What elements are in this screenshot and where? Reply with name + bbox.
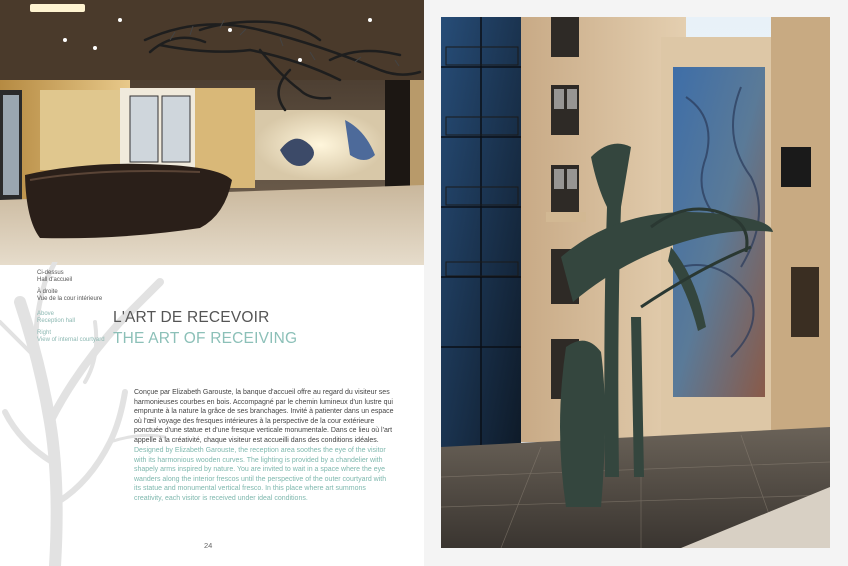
caption-right-fr-sub: Vue de la cour intérieure	[37, 296, 103, 302]
caption-left-fr: Ci-dessus	[37, 270, 64, 276]
page-title-en: THE ART OF RECEIVING	[113, 330, 298, 347]
caption-left-en-sub: Reception hall	[37, 318, 76, 324]
right-page	[424, 0, 848, 566]
body-text-en: Designed by Elizabeth Garouste, the reception area soothes the eye of the visitor with its harmonious wooden curves. The lighting is provided by a chandelier with shapely arms inspired by nature. You are invited to wait in a space where the eye wanders along the interior frescos until the perspective of the outer courtyard with its statue and monumental vertical fresco. In this place where art summons creativity, each visitor is received under ideal conditions.	[134, 447, 387, 502]
caption-right-fr: À droite	[37, 289, 58, 295]
caption-left-en: Above	[37, 311, 55, 317]
caption-left-fr-sub: Hall d'accueil	[37, 277, 73, 283]
courtyard-photo	[441, 17, 830, 548]
page-number: 24	[204, 541, 213, 550]
page-title-fr: L'ART DE RECEVOIR	[113, 309, 270, 326]
courtyard-image	[441, 17, 830, 548]
body-text-fr: Conçue par Elizabeth Garouste, la banque d'accueil offre au regard du visiteur ses harmonieuses courbes en bois. Accompagné par le chemin lumineux d'un lustre qui emprunte à la nature la grâce de ses branchages. Invité à patienter dans un espace où l'œil voyage des fresques intérieures à la perspective de la cour extérieure ponctuée d'une statue et d'une fresque verticale monumentale. Dans ce lieu où l'art appelle à la créativité, chaque visiteur est accueilli dans des conditions idéales.	[134, 389, 394, 444]
reception-hall-photo	[0, 0, 424, 265]
caption-right-en-sub: View of internal courtyard	[37, 337, 105, 343]
reception-hall-image	[0, 0, 424, 265]
caption-right-en: Right	[37, 330, 52, 336]
